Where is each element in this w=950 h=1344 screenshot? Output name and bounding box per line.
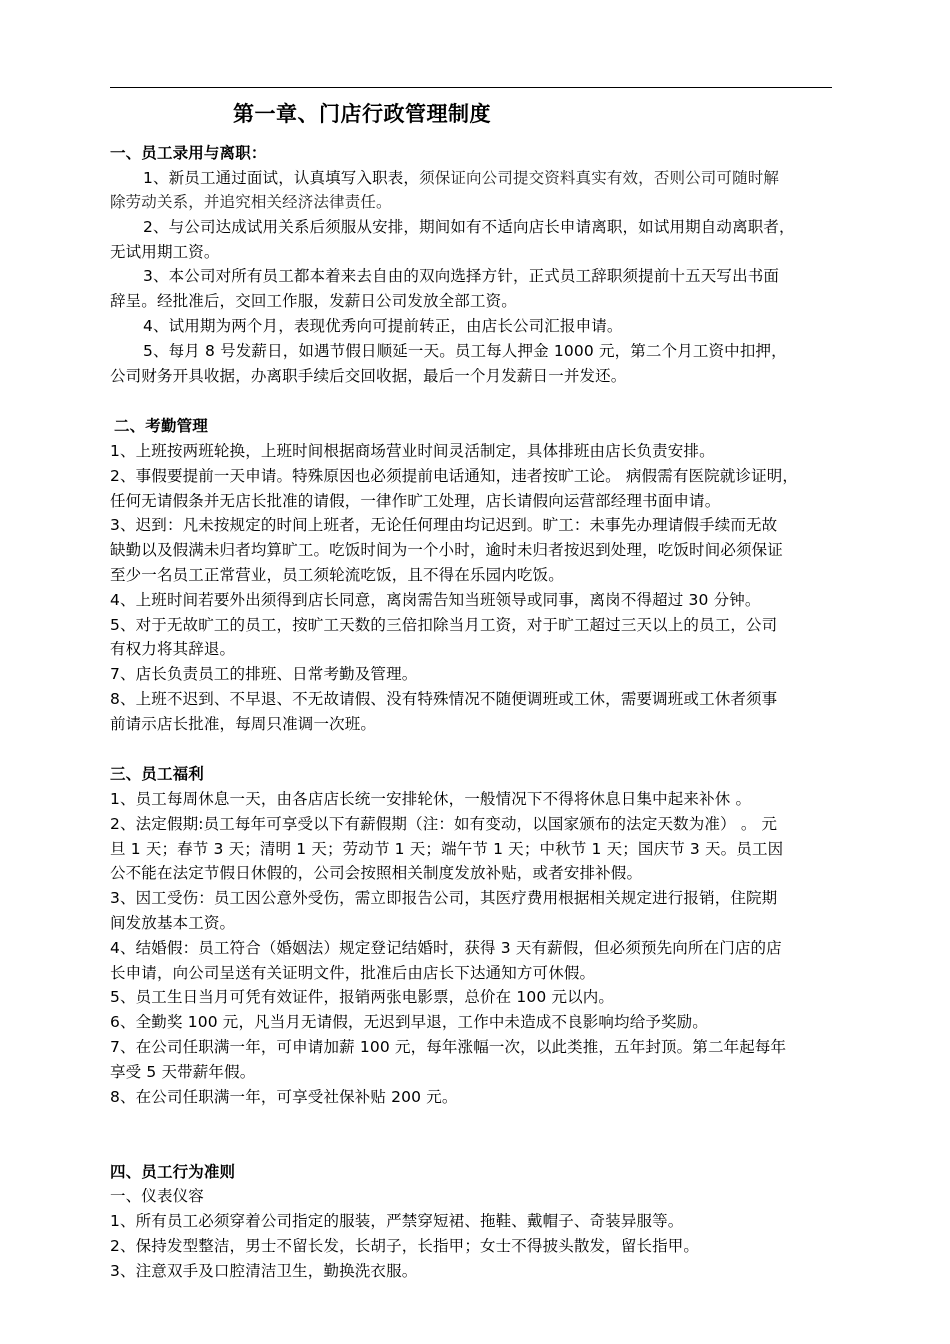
list-item: 8、上班不迟到、不早退、不无故请假、没有特殊情况不随便调班或工休，需要调班或工休者须事 — [110, 690, 778, 708]
list-item: 有权力将其辞退。 — [110, 640, 236, 658]
list-item: 1、所有员工必须穿着公司指定的服装，严禁穿短裙、拖鞋、戴帽子、奇装异服等。 — [110, 1212, 684, 1230]
paragraph-line: 3、本公司对所有员工都本着来去自由的双向选择方针，正式员工辞职须提前十五天写出书面 — [143, 267, 780, 285]
paragraph-line: 4、试用期为两个月，表现优秀向可提前转正，由店长公司汇报申请。 — [143, 317, 623, 335]
list-item: 缺勤以及假满未归者均算旷工。吃饭时间为一个小时，逾时未归者按迟到处理，吃饭时间必须保证 — [110, 541, 783, 559]
section-heading-attendance: 二、考勤管理 — [114, 417, 208, 435]
list-item: 3、迟到：凡未按规定的时间上班者，无论任何理由均记迟到。旷工：未事先办理请假手续而无故 — [110, 516, 778, 534]
paragraph-line: 公司财务开具收据，办离职手续后交回收据，最后一个月发薪日一并发还。 — [110, 367, 627, 385]
paragraph-line: 2、与公司达成试用关系后须服从安排，期间如有不适向店长申请离职，如试用期自动离职者， — [143, 218, 795, 236]
header-rule — [110, 87, 832, 88]
list-item: 5、员工生日当月可凭有效证件，报销两张电影票，总价在 100 元以内。 — [110, 988, 615, 1006]
list-item: 4、结婚假：员工符合（婚姻法）规定登记结婚时，获得 3 天有薪假，但必须预先向所在门店的店 — [110, 939, 782, 957]
list-item: 7、店长负责员工的排班、日常考勤及管理。 — [110, 665, 418, 683]
paragraph-line: 无试用期工资。 — [110, 243, 220, 261]
list-item: 7、在公司任职满一年，可申请加薪 100 元，每年涨幅一次，以此类推，五年封顶。第二年起每年 — [110, 1038, 787, 1056]
list-item: 2、法定假期:员工每年可享受以下有薪假期（注：如有变动，以国家颁布的法定天数为准） 。 元 — [110, 815, 778, 833]
section-heading-hiring: 一、员工录用与离职： — [110, 144, 267, 162]
list-item: 至少一名员工正常营业，员工须轮流吃饭，且不得在乐园内吃饭。 — [110, 566, 564, 584]
list-item: 任何无请假条并无店长批准的请假，一律作旷工处理，店长请假向运营部经理书面申请。 — [110, 492, 721, 510]
list-item: 2、事假要提前一天申请。特殊原因也必须提前电话通知，违者按旷工论。 病假需有医院就诊证明， — [110, 467, 799, 485]
list-item: 1、上班按两班轮换，上班时间根据商场营业时间灵活制定，具体排班由店长负责安排。 — [110, 442, 715, 460]
list-item: 公不能在法定节假日休假的，公司会按照相关制度发放补贴，或者安排补假。 — [110, 864, 643, 882]
list-item: 5、对于无故旷工的员工，按旷工天数的三倍扣除当月工资，对于旷工超过三天以上的员工，公司 — [110, 616, 778, 634]
paragraph-text-serif: 须保证向公司提交资料真实有效，否则公司可随时解 — [419, 169, 780, 187]
list-item: 1、员工每周休息一天，由各店店长统一安排轮休，一般情况下不得将休息日集中起来补休 。 — [110, 790, 752, 808]
list-item: 前请示店长批准，每周只准调一次班。 — [110, 715, 377, 733]
page-title: 第一章、门店行政管理制度 — [233, 102, 491, 126]
paragraph-line — [143, 166, 779, 191]
paragraph-line: 除劳动关系，并追究相关经济法律责任。 — [110, 193, 392, 211]
list-item: 8、在公司任职满一年，可享受社保补贴 200 元。 — [110, 1088, 458, 1106]
list-item: 3、因工受伤：员工因公意外受伤，需立即报告公司，其医疗费用根据相关规定进行报销，住院期 — [110, 889, 778, 907]
list-item: 享受 5 天带薪年假。 — [110, 1063, 256, 1081]
section-heading-benefits: 三、员工福利 — [110, 765, 204, 783]
paragraph-line: 辞呈。经批准后，交回工作服，发薪日公司发放全部工资。 — [110, 292, 517, 310]
list-item: 旦 1 天；春节 3 天；清明 1 天；劳动节 1 天；端午节 1 天；中秋节 1 天；国庆节 3 天。员工因 — [110, 840, 784, 858]
section-heading-conduct: 四、员工行为准则 — [110, 1163, 236, 1181]
list-item: 2、保持发型整洁，男士不留长发，长胡子，长指甲；女士不得披头散发，留长指甲。 — [110, 1237, 700, 1255]
list-item: 长申请，向公司呈送有关证明文件，批准后由店长下达通知方可休假。 — [110, 964, 596, 982]
paragraph-line: 5、每月 8 号发薪日，如遇节假日顺延一天。员工每人押金 1000 元，第二个月工资中扣押， — [143, 342, 787, 360]
paragraph-text: 1、新员工通过面试，认真填写入职表， — [143, 169, 420, 187]
list-item: 间发放基本工资。 — [110, 914, 236, 932]
subsection-heading: 一、仪表仪容 — [110, 1187, 204, 1205]
list-item: 4、上班时间若要外出须得到店长同意，离岗需告知当班领导或同事，离岗不得超过 30 分钟。 — [110, 591, 761, 609]
list-item: 6、全勤奖 100 元，凡当月无请假，无迟到早退，工作中未造成不良影响均给予奖励。 — [110, 1013, 708, 1031]
list-item: 3、注意双手及口腔清洁卫生，勤换洗衣服。 — [110, 1262, 418, 1280]
